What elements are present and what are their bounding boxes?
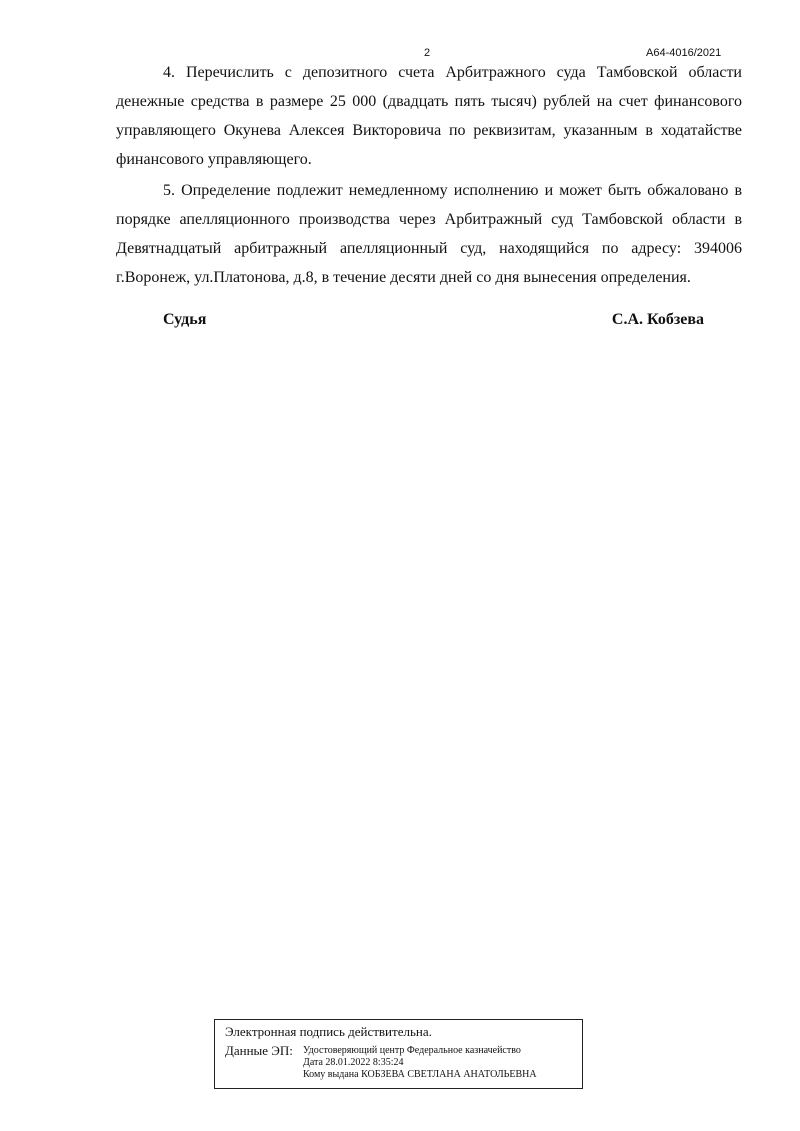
esign-issued-to: Кому выдана КОБЗЕВА СВЕТЛАНА АНАТОЛЬЕВНА <box>303 1069 537 1080</box>
electronic-signature-stamp <box>214 1019 583 1089</box>
paragraph-4: 4. Перечислить с депозитного счета Арбитражного суда Тамбовской области денежные средства в размере 25 000 (двадцать пять тысяч) рублей на счет финансового управляющего Окунева Алексея Викторовича по реквизитам, указанным в ходатайстве финансового управляющего. <box>116 64 742 168</box>
paragraph-5: 5. Определение подлежит немедленному исполнению и может быть обжаловано в порядке апелляционного производства через Арбитражный суд Тамбовской области в Девятнадцатый арбитражный апелляционный суд, находящийся по адресу: 394006 г.Воронеж, ул.Платонова, д.8, в течение десяти дней со дня вынесения определения. <box>116 182 742 286</box>
case-number: А64-4016/2021 <box>646 47 722 59</box>
esign-status: Электронная подпись действительна. <box>225 1024 432 1039</box>
judge-name: С.А. Кобзева <box>611 311 704 328</box>
esign-date: Дата 28.01.2022 8:35:24 <box>303 1057 404 1068</box>
esign-details <box>303 1045 537 1081</box>
esign-data <box>225 1045 582 1081</box>
judge-role: Судья <box>163 311 207 328</box>
document-body <box>116 58 742 292</box>
esign-issuer: Удостоверяющий центр Федеральное казначейство <box>303 1045 521 1056</box>
esign-data-label: Данные ЭП: <box>225 1043 293 1058</box>
signature-block <box>163 311 704 329</box>
page-number: 2 <box>424 47 431 59</box>
